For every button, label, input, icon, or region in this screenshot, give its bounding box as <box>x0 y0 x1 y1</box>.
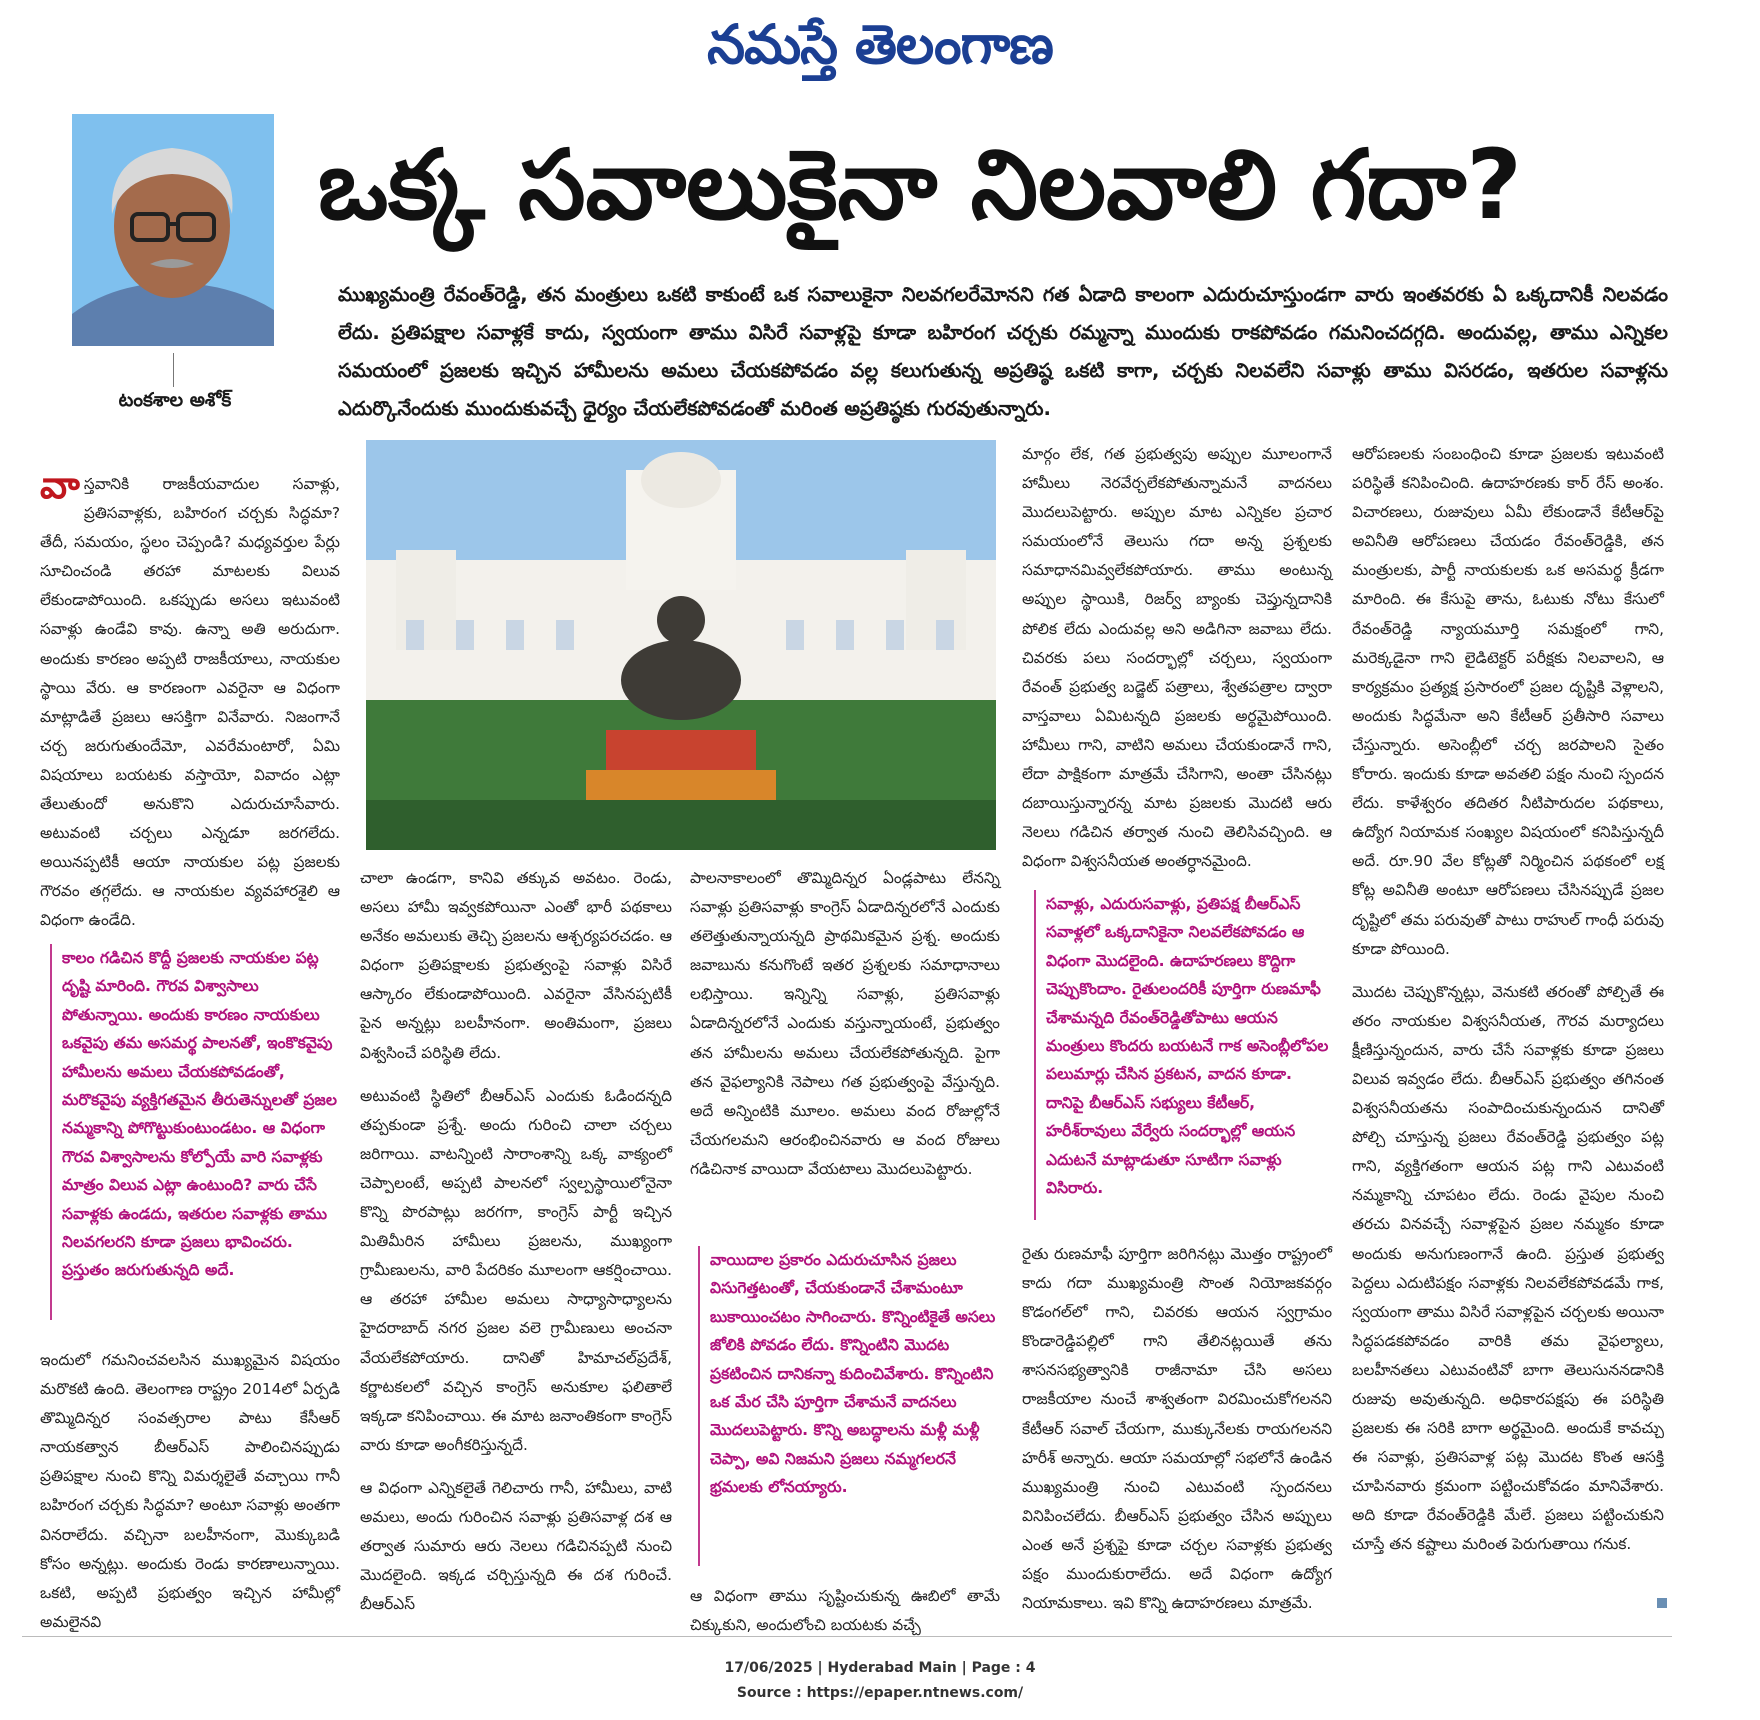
article-intro: ముఖ్యమంత్రి రేవంత్‌రెడ్డి, తన మంత్రులు ఒకటి కాకుంటే ఒక సవాలుకైనా నిలవగలరేమోనని గత ఏడాది కాలంగా ఎదురుచూస్తుండగా వారు ఇంతవరకు ఏ ఒక్కదానికీ నిలవడం లేదు. ప్రతిపక్షాల సవాళ్లకే కాదు, స్వయంగా తాము విసిరే సవాళ్లపై కూడా బహిరంగ చర్చకు రమ్మన్నా ముందుకు రాకపోవడం గమనించదగ్గది. అందువల్ల, తాము ఎన్నికల సమయంలో ప్రజలకు ఇచ్చిన హామీలను అమలు చేయకపోవడం వల్ల కలుగుతున్న అప్రతిష్ఠ ఒకటి కాగా, చర్చకు నిలవలేని సవాళ్లు తాము విసరడం, ఇతరుల సవాళ్లను ఎదుర్కొనేందుకు ముందుకువచ్చే ధైర్యం చేయలేకపోవడంతో మరింత అప్రతిష్ఠకు గురవుతున్నారు. <box>338 283 1668 420</box>
column-5-paragraph-1: ఆరోపణలకు సంబంధించి కూడా ప్రజలకు ఇటువంటి పరిస్థితే కనిపించింది. ఉదాహరణకు కార్ రేస్ అంశం. విచారణలు, రుజువులు ఏమీ లేకుండానే కేటీఆర్‌పై అవినీతి ఆరోపణలు చేయడం రేవంత్‌రెడ్డికి, తన మంత్రులకు, పార్టీ నాయకులకు ఒక అసమర్థ క్రీడగా మారింది. ఈ కేసుపై తాను, ఓటుకు నోటు కేసులో రేవంత్‌రెడ్డి న్యాయమూర్తి సమక్షంలో గాని, మరెక్కడైనా గాని లైడిటెక్టర్ పరీక్షకు నిలవాలని, ఆ కార్యక్రమం ప్రత్యక్ష ప్రసారంలో ప్రజల దృష్టికి వెళ్లాలని, అందుకు సిద్ధమేనా అని కేటీఆర్ ప్రతీసారి సవాలు చేస్తున్నారు. అసెంబ్లీలో చర్చ జరపాలని సైతం కోరారు. ఇందుకు కూడా అవతలి పక్షం నుంచి స్పందన లేదు. కాళేశ్వరం తదితర నీటిపారుదల పథకాలు, ఉద్యోగ నియామక సంఖ్యల విషయంలో కనిపిస్తున్నదీ అదే. రూ.90 వేల కోట్లతో నిర్మించిన పథకంలో లక్ష కోట్ల అవినీతి అంటూ ఆరోపణలు చేసినప్పుడే ప్రజల దృష్టిలో తమ పరువుతో పాటు రాహుల్ గాంధీ పరువు కూడా పోయింది. <box>1352 445 1664 958</box>
pullquote-1: కాలం గడిచిన కొద్దీ ప్రజలకు నాయకుల పట్ల దృష్టి మారింది. గౌరవ విశ్వాసాలు పోతున్నాయి. అందుకు కారణం నాయకులు ఒకవైపు తమ అసమర్థ పాలనతో, ఇంకొకవైపు హామీలను అమలు చేయకపోవడంతో, మరొకవైపు వ్యక్తిగతమైన తీరుతెన్నులతో ప్రజల నమ్మకాన్ని పోగొట్టుకుంటుండటం. ఆ విధంగా గౌరవ విశ్వాసాలను కోల్పోయే వారి సవాళ్లకు మాత్రం విలువ ఎట్లా ఉంటుంది? వారు చేసే సవాళ్లకు ఉండదు, ఇతరుల సవాళ్లకు తాము నిలవగలరని కూడా ప్రజలు భావించరు. ప్రస్తుతం జరుగుతున్నది అదే. <box>62 949 337 1280</box>
footer-edition-info: 17/06/2025 | Hyderabad Main | Page : 4 <box>724 1660 1036 1676</box>
gandhi-statue-assembly-image <box>366 440 996 850</box>
pullquote-2: వాయిదాల ప్రకారం ఎదురుచూసిన ప్రజలు విసుగెత్తటంతో, చేయకుండానే చేశామంటూ బుకాయించటం సాగించారు. కొన్నింటికైతే అసలు జోలికి పోవడం లేదు. కొన్నింటిని మొదట ప్రకటించిన దానికన్నా కుదించివేశారు. కొన్నింటిని ఒక మేర చేసి పూర్తిగా చేశామనే వాదనలు మొదలుపెట్టారు. కొన్ని అబద్ధాలను మళ్లీ మళ్లీ చెప్పా, అవి నిజమని ప్రజలు నమ్మగలరనే భ్రమలకు లోనయ్యారు. <box>710 1251 996 1497</box>
author-byline: టంకశాల అశోక్ <box>118 389 232 411</box>
author-portrait-image <box>72 114 274 346</box>
column-2-paragraph-3: ఆ విధంగా ఎన్నికలైతే గెలిచారు గానీ, హామీలు, వాటి అమలు, అందు గురించిన సవాళ్లు ప్రతిసవాళ్ల దశ ఆ తర్వాత సుమారు ఆరు నెలలు గడిచినప్పటి నుంచి మొదలైంది. ఇక్కడ చర్చిస్తున్నది ఈ దశ గురించే. బీఆర్‌ఎస్ <box>360 1478 672 1614</box>
pullquote-2-bar <box>698 1246 700 1566</box>
column-3-paragraph-1: పాలనాకాలంలో తొమ్మిదిన్నర ఏండ్లపాటు లేనన్ని సవాళ్లు ప్రతిసవాళ్లు కాంగ్రెస్ ఏడాదిన్నరలోనే ఎందుకు తలెత్తుతున్నాయన్నది ప్రాథమికమైన ప్రశ్న. అందుకు జవాబును కనుగొంటే ఇతర ప్రశ్నలకు సమాధానాలు లభిస్తాయి. ఇన్నిన్ని సవాళ్లు, ప్రతిసవాళ్లు ఏడాదిన్నరలోనే ఎందుకు వస్తున్నాయంటే, ప్రభుత్వం తన హామీలను అమలు చేయలేకపోతున్నది. పైగా తన వైఫల్యానికి నెపాలు గత ప్రభుత్వంపై వేస్తున్నది. అదే అన్నింటికి మూలం. అమలు వంద రోజుల్లోనే చేయగలమని ఆరంభించినవారు ఆ వంద రోజులు గడిచినాక వాయిదా వేయటాలు మొదలుపెట్టారు. <box>690 869 1000 1178</box>
article-column-2 <box>360 864 672 1633</box>
column-1-paragraph-1 <box>40 463 340 936</box>
column-5-paragraph-2: మొదట చెప్పుకొన్నట్లు, వెనుకటి తరంతో పోల్చితే ఈ తరం నాయకుల విశ్వసనీయత, గౌరవ మర్యాదలు క్షీణిస్తున్నందున, వారు చేసే సవాళ్లకు కూడా ప్రజలు విలువ ఇవ్వడం లేదు. బీఆర్‌ఎస్ ప్రభుత్వం తగినంత విశ్వసనీయతను సంపాదించుకున్నందున దానితో పోల్చి చూస్తున్న ప్రజలు రేవంత్‌రెడ్డి ప్రభుత్వం పట్ల గాని, వ్యక్తిగతంగా ఆయన పట్ల గాని ఎటువంటి నమ్మకాన్ని చూపటం లేదు. రెండు వైపుల నుంచి తరచు వినవచ్చే సవాళ్లపైన ప్రజల నమ్మకం కూడా అందుకు అనుగుణంగానే ఉంది. ప్రస్తుత ప్రభుత్వ పెద్దలు ఎదుటిపక్షం సవాళ్లకు నిలవలేకపోవడమే గాక, స్వయంగా తాము విసిరే సవాళ్లపైన చర్చలకు అయినా సిద్ధపడకపోవడం వారికి తమ వైఫల్యాలు, బలహీనతలు ఎటువంటివో బాగా తెలుసుననడానికి రుజువు అవుతున్నది. అధికారపక్షపు ఈ పరిస్థితి ప్రజలకు ఈ సరికి బాగా అర్థమైంది. అందుకే కావచ్చు ఈ సవాళ్లు, ప్రతిసవాళ్ల పట్ల మొదట కొంత ఆసక్తి చూపినవారు క్రమంగా పట్టించుకోవడం మానివేశారు. అది కూడా రేవంత్‌రెడ్డికి మేలే. ప్రజలు పట్టించుకుని చూస్తే తన కష్టాలు మరింత పెరుగుతాయి గనుక. <box>1352 982 1664 1554</box>
article-column-4-continued <box>1022 1240 1332 1632</box>
drop-cap: వా <box>40 463 80 507</box>
column-1-paragraph-2: ఇందులో గమనించవలసిన ముఖ్యమైన విషయం మరొకటి ఉంది. తెలంగాణ రాష్ట్రం 2014లో ఏర్పడి తొమ్మిదిన్నర సంవత్సరాల పాటు కేసీఆర్ నాయకత్వాన బీఆర్‌ఎస్ పాలించినప్పుడు ప్రతిపక్షాల నుంచి కొన్ని విమర్శలైతే వచ్చాయి గానీ బహిరంగ చర్చకు సిద్ధమా? అంటూ సవాళ్లు అంతగా వినరాలేదు. వచ్చినా బలహీనంగా, మొక్కుబడి కోసం అన్నట్లు. అందుకు రెండు కారణాలున్నాయి. ఒకటి, అప్పటి ప్రభుత్వం ఇచ్చిన హామీల్లో అమలైనవి <box>40 1351 340 1631</box>
article-column-1 <box>40 463 340 950</box>
pullquote-3: సవాళ్లు, ఎదురుసవాళ్లు, ప్రతిపక్ష బీఆర్‌ఎస్ సవాళ్లలో ఒక్కదానికైనా నిలవలేకపోవడం ఆ విధంగా మొదలైంది. ఉదాహరణలు కొద్దిగా చెప్పుకొందాం. రైతులందరికీ పూర్తిగా రుణమాఫీ చేశామన్నది రేవంత్‌రెడ్డితోపాటు ఆయన మంత్రులు కొందరు బయటనే గాక అసెంబ్లీలోపల పలుమార్లు చేసిన ప్రకటన, వాదన కూడా. దానిపై బీఆర్‌ఎస్ సభ్యులు కేటీఆర్, హరీశ్‌రావులు వేర్వేరు సందర్భాల్లో ఆయన ఎదుటనే మాట్లాడుతూ సూటిగా సవాళ్లు విసిరారు. <box>1046 895 1329 1198</box>
column-4-paragraph-2: రైతు రుణమాఫీ పూర్తిగా జరిగినట్లు మొత్తం రాష్ట్రంలో కాదు గదా ముఖ్యమంత్రి సొంత నియోజకవర్గం కొడంగల్‌లో గాని, చివరకు ఆయన స్వగ్రామం కొండారెడ్డిపల్లిలో గాని తేలినట్లయితే తను శాసనసభ్యత్వానికి రాజీనామా చేసి అసలు రాజకీయాల నుంచే శాశ్వతంగా విరమించుకోగలనని కేటీఆర్ సవాల్ చేయగా, ముక్కునేలకు రాయగలనని హరీశ్ అన్నారు. ఆయా సమయాల్లో సభలోనే ఉండిన ముఖ్యమంత్రి నుంచి ఎటువంటి స్పందనలు వినిపించలేదు. బీఆర్‌ఎస్ ప్రభుత్వం చేసిన అప్పులు ఎంత అనే ప్రశ్నపై కూడా చర్చల సవాళ్లకు ప్రభుత్వ పక్షం ముందుకురాలేదు. అదే విధంగా ఉద్యోగ నియామకాలు. ఇవి కొన్ని ఉదాహరణలు మాత్రమే. <box>1022 1245 1332 1613</box>
article-column-3-continued <box>690 1582 1000 1654</box>
column-2-paragraph-1: చాలా ఉండగా, కానివి తక్కువ అవటం. రెండు, అసలు హామీ ఇవ్వకపోయినా ఎంతో భారీ పథకాలు అనేకం అమలుకు తెచ్చి ప్రజలను ఆశ్చర్యపరచడం. ఆ విధంగా ప్రతిపక్షాలకు ప్రభుత్వంపై సవాళ్లు విసిరే ఆస్కారం లేకుండాపోయింది. ఎవరైనా వేసినప్పటికీ పైన అన్నట్లు బలహీనంగా. అంతిమంగా, ప్రజలు విశ్వసించే పరిస్థితి లేదు. <box>360 869 672 1062</box>
newspaper-masthead: నమస్తే తెలంగాణ <box>707 12 1053 76</box>
article-end-marker <box>1657 1598 1667 1608</box>
footer-source-link[interactable]: Source : https://epaper.ntnews.com/ <box>736 1685 1024 1701</box>
column-4-paragraph-1: మార్గం లేక, గత ప్రభుత్వపు అప్పుల మూలంగానే హామీలు నెరవేర్చలేకపోతున్నామనే వాదనలు మొదలుపెట్టారు. అప్పుల మాట ఎన్నికల ప్రచార సమయంలోనే తెలుసు గదా అన్న ప్రశ్నలకు సమాధానమివ్వలేకపోయారు. తాము అంటున్న అప్పుల స్థాయికి, రిజర్వ్ బ్యాంకు చెప్తున్నదానికి పోలిక లేదు ఎందువల్ల అని అడిగినా జవాబు లేదు. చివరకు పలు సందర్భాల్లో చర్చలు, స్వయంగా రేవంత్ ప్రభుత్వ బడ్జెట్ పత్రాలు, శ్వేతపత్రాల ద్వారా వాస్తవాలు ఏమిటన్నది ప్రజలకు అర్థమైపోయింది. హామీలు గాని, వాటిని అమలు చేయకుండానే గాని, లేదా పాక్షికంగా మాత్రమే చేసిగాని, అంతా చేసినట్లు దబాయిస్తున్నారన్న మాట ప్రజలకు మొదటి ఆరు నెలలు గడిచిన తర్వాత నుంచి తెలిసివచ్చింది. ఆ విధంగా విశ్వసనీయత అంతర్ధానమైంది. <box>1022 445 1332 871</box>
column-2-paragraph-2: అటువంటి స్థితిలో బీఆర్‌ఎస్ ఎందుకు ఓడిందన్నది తప్పకుండా ప్రశ్నే. అందు గురించి చాలా చర్చలు జరిగాయి. వాటన్నింటి సారాంశాన్ని ఒక్క వాక్యంలో చెప్పాలంటే, అప్పటి పాలనలో స్వల్పస్థాయిలోనైనా కొన్ని పొరపాట్లు జరగగా, కాంగ్రెస్ పార్టీ ఇచ్చిన మితిమీరిన హామీలు ప్రజలను, ముఖ్యంగా గ్రామీణులను, వారి పేదరికం మూలంగా ఆకర్షించాయి. ఆ తరహా హామీల అమలు సాధ్యాసాధ్యాలను హైదరాబాద్ నగర ప్రజల వలె గ్రామీణులు అంచనా వేయలేకపోయారు. దానితో హిమాచల్‌ప్రదేశ్, కర్ణాటకలలో వచ్చిన కాంగ్రెస్ అనుకూల ఫలితాలే ఇక్కడా కనిపించాయి. ఈ మాట జనాంతికంగా కాంగ్రెస్ వారు కూడా అంగీకరిస్తున్నదే. <box>360 1086 672 1454</box>
byline-divider <box>173 353 174 387</box>
article-column-4 <box>1022 440 1332 890</box>
article-column-3 <box>690 864 1000 1198</box>
article-column-5 <box>1352 440 1664 1574</box>
column-3-paragraph-2: ఆ విధంగా తాము సృష్టించుకున్న ఊబిలో తామే చిక్కుకుని, అందులోంచి బయటకు వచ్చే <box>690 1587 1000 1635</box>
author-portrait <box>72 114 274 346</box>
column-1-text-1: స్తవానికి రాజకీయవాదుల సవాళ్లు, ప్రతిసవాళ్లకు, బహిరంగ చర్చకు సిద్ధమా? తేదీ, సమయం, స్థలం చెప్పండి? మధ్యవర్తుల పేర్లు సూచించండి తరహా మాటలకు విలువ లేకుండాపోయింది. ఒకప్పుడు అసలు ఇటువంటి సవాళ్లు ఉండేవి కావు. ఉన్నా అతి అరుదుగా. అందుకు కారణం అప్పటి రాజకీయాలు, నాయకుల స్థాయి వేరు. ఆ కారణంగా ఎవరైనా ఆ విధంగా మాట్లాడితే ప్రజలు ఆసక్తిగా వినేవారు. నిజంగానే చర్చ జరుగుతుందేమో, ఎవరేమంటారో, ఏమి విషయాలు బయటకు వస్తాయో, వివాదం ఎట్లా తేలుతుందో అనుకొని ఎదురుచూసేవారు. అటువంటి చర్చలు ఎన్నడూ జరగలేదు. అయినప్పటికీ ఆయా నాయకుల పట్ల ప్రజలకు గౌరవం తగ్గలేదు. ఆ నాయకుల వ్యవహారశైలి ఆ విధంగా ఉండేది. <box>40 475 340 930</box>
pullquote-1-bar <box>50 944 52 1320</box>
assembly-building-photo <box>366 440 996 850</box>
article-headline: ఒక్క సవాలుకైనా నిలవాలి గదా? <box>318 129 1522 241</box>
article-column-1-continued <box>40 1346 340 1651</box>
pullquote-3-bar <box>1034 890 1036 1220</box>
footer-divider <box>22 1636 1672 1637</box>
